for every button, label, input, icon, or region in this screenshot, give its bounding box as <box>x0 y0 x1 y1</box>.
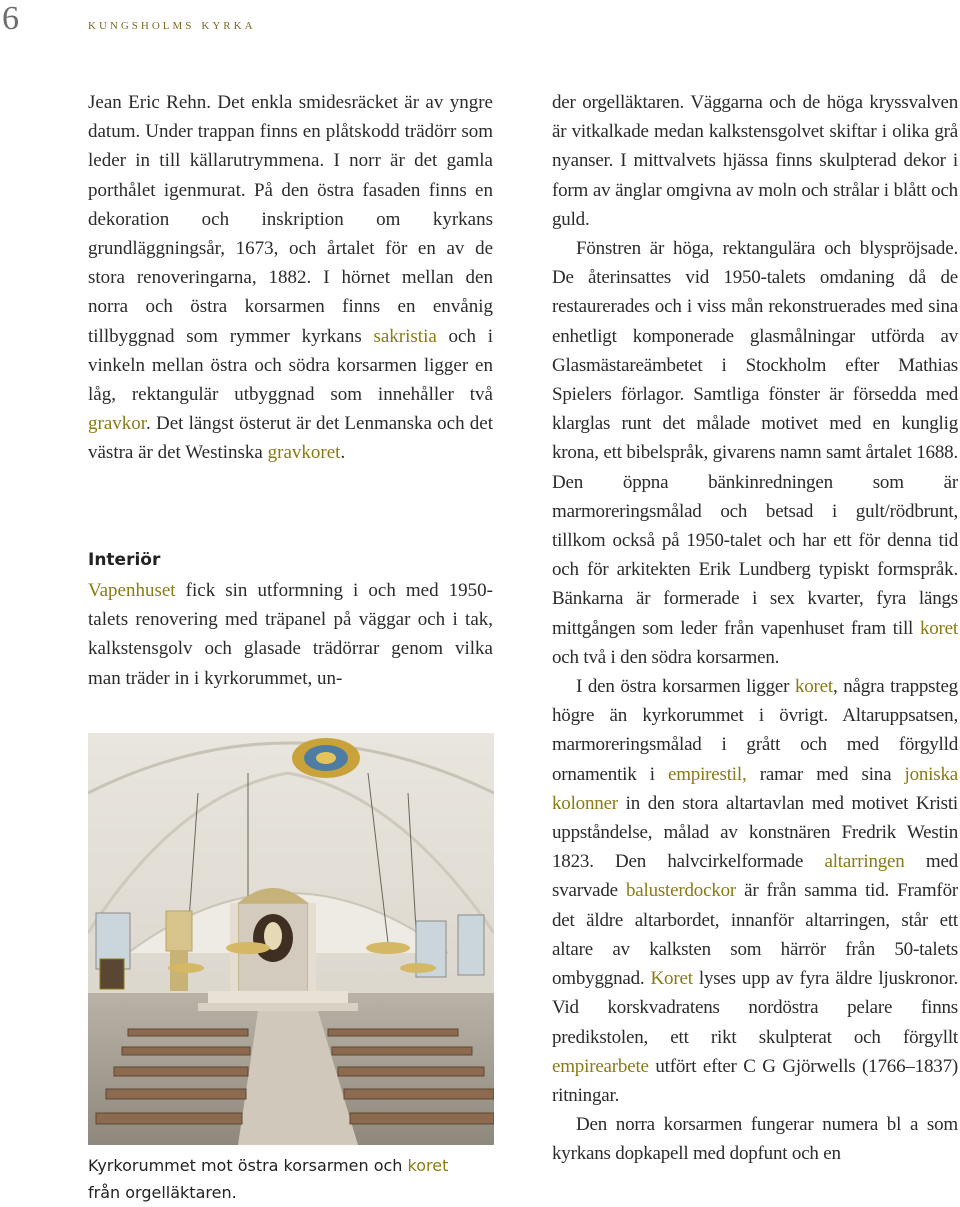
text-run: och i vinkeln mellan östra och södra korsarmen ligger en låg, rektangulär utbyggnad som innehåller två <box>88 325 493 406</box>
section-heading-interior: Interiör <box>88 550 161 570</box>
text-run: fick sin utformning i och med 1950-talets renovering med träpanel på väggar och i tak, kalkstensgolv och glasade trädörrar genom vilka man träder in i kyrkorummet, un- <box>88 580 493 689</box>
text-run: . Det längst österut är det Lenmanska och det västra är det Westinska <box>88 413 493 464</box>
term-link-vapenhuset[interactable]: Vapenhuset <box>88 580 176 601</box>
church-interior-illustration <box>88 733 494 1145</box>
caption-text: Kyrkorummet mot östra korsarmen och <box>88 1156 408 1175</box>
term-link-joniska-kolonner[interactable]: joniska kolonner <box>552 763 958 814</box>
text-run: utfört efter C G Gjörwells (1766–1837) ritningar. <box>552 1055 958 1106</box>
caption-text: från orgelläktaren. <box>88 1183 237 1202</box>
text-run: ramar med sina <box>746 763 905 785</box>
paragraph: Den norra korsarmen fungerar numera bl a som kyrkans dopkapell med dopfunt och en <box>552 1114 958 1165</box>
text-run: med svarvade <box>552 851 958 902</box>
right-column-text <box>552 88 958 1169</box>
text-run: och två i den södra korsarmen. <box>552 646 780 668</box>
left-column-text-2 <box>88 576 493 693</box>
term-link-koret[interactable]: Koret <box>650 968 693 990</box>
text-run: in den stora altartavlan med motivet Kristi uppståndelse, målad av konstnären Fredrik Westin 1823. Den halvcirkelformade <box>552 792 958 873</box>
photo-caption <box>88 1152 508 1206</box>
text-run: . <box>340 442 346 464</box>
text-run: , några trappsteg högre än kyrkorummet i övrigt. Altaruppsatsen, marmoreringsmålad i grått och med förgylld ornamentik i <box>552 676 958 785</box>
term-link-sakristia[interactable]: sakristia <box>373 325 437 347</box>
page-number: 6 <box>2 0 19 37</box>
church-interior-photo <box>88 733 494 1145</box>
term-link-koret[interactable]: koret <box>794 676 833 698</box>
term-link-altarringen[interactable]: altarringen <box>824 851 905 873</box>
term-link-empirestil[interactable]: empirestil, <box>667 763 747 785</box>
paragraph <box>88 88 493 468</box>
paragraph <box>552 234 958 672</box>
text-run: är från samma tid. Framför det äldre altarbordet, innanför altarringen, står ett altare av kalksten som härrör från 50-talets ombyggnad. <box>552 880 958 990</box>
text-run: Jean Eric Rehn. Det enkla smidesräcket är av yngre datum. Under trappan finns en plåtskodd trädörr som leder in till källarutrymmena. I norr är det gamla porthålet igenmurat. På den östra fasaden finns en dekoration och inskription om kyrkans grundläggningsår, 1673, och årtalet för en av de stora renoveringarna, 1882. I hörnet mellan den norra och östra korsarmen finns en envånig tillbyggnad som rymmer kyrkans <box>88 92 493 347</box>
term-link-koret-caption[interactable]: koret <box>407 1156 449 1175</box>
term-link-balusterdockor[interactable]: balusterdockor <box>625 880 737 902</box>
paragraph: der orgelläktaren. Väggarna och de höga kryssvalven är vitkalkade medan kalkstensgolvet skiftar i olika grå nyanser. I mittvalvets hjässa finns skulpterad dekor i form av änglar omgivna av moln och strålar i blått och guld. <box>552 92 958 230</box>
paragraph <box>88 576 493 693</box>
term-link-gravkoret[interactable]: gravkoret <box>267 442 341 464</box>
term-link-gravkor[interactable]: gravkor <box>88 413 147 435</box>
paragraph <box>552 672 958 1110</box>
text-run: lyses upp av fyra äldre ljuskronor. Vid korskvadratens nordöstra pelare finns predikstolen, ett rikt skulpterat och förgyllt <box>552 968 958 1048</box>
term-link-empirearbete[interactable]: empirearbete <box>552 1055 649 1077</box>
left-column-text <box>88 88 493 468</box>
text-run: I den östra korsarmen ligger <box>576 676 795 698</box>
running-head: kungsholms kyrka <box>88 16 256 33</box>
text-run: Fönstren är höga, rektangulära och blyspröjsade. De återinsattes vid 1950-talets omdaning då de restaurerades och i viss mån rekonstruerades med sina enhetligt komponerade glasmålningar utförda av Glasmästareämbetet i Stockholm efter Mathias Spielers förlagor. Samtliga fönster är försedda med klarglas runt det målade motivet med en kunglig krona, ett bibelspråk, givarens namn samt årtalet 1688. Den öppna bänkinredningen som är marmoreringsmålad och betsad i gult/rödbrunt, tillkom också på 1950-talet och har ett för denna tid och för arkitekten Erik Lundberg typiskt formspråk. Bänkarna är formerade i sex kvarter, fyra längs mittgången som leder från vapenhuset fram till <box>552 238 958 639</box>
term-link-koret[interactable]: koret <box>919 617 958 639</box>
